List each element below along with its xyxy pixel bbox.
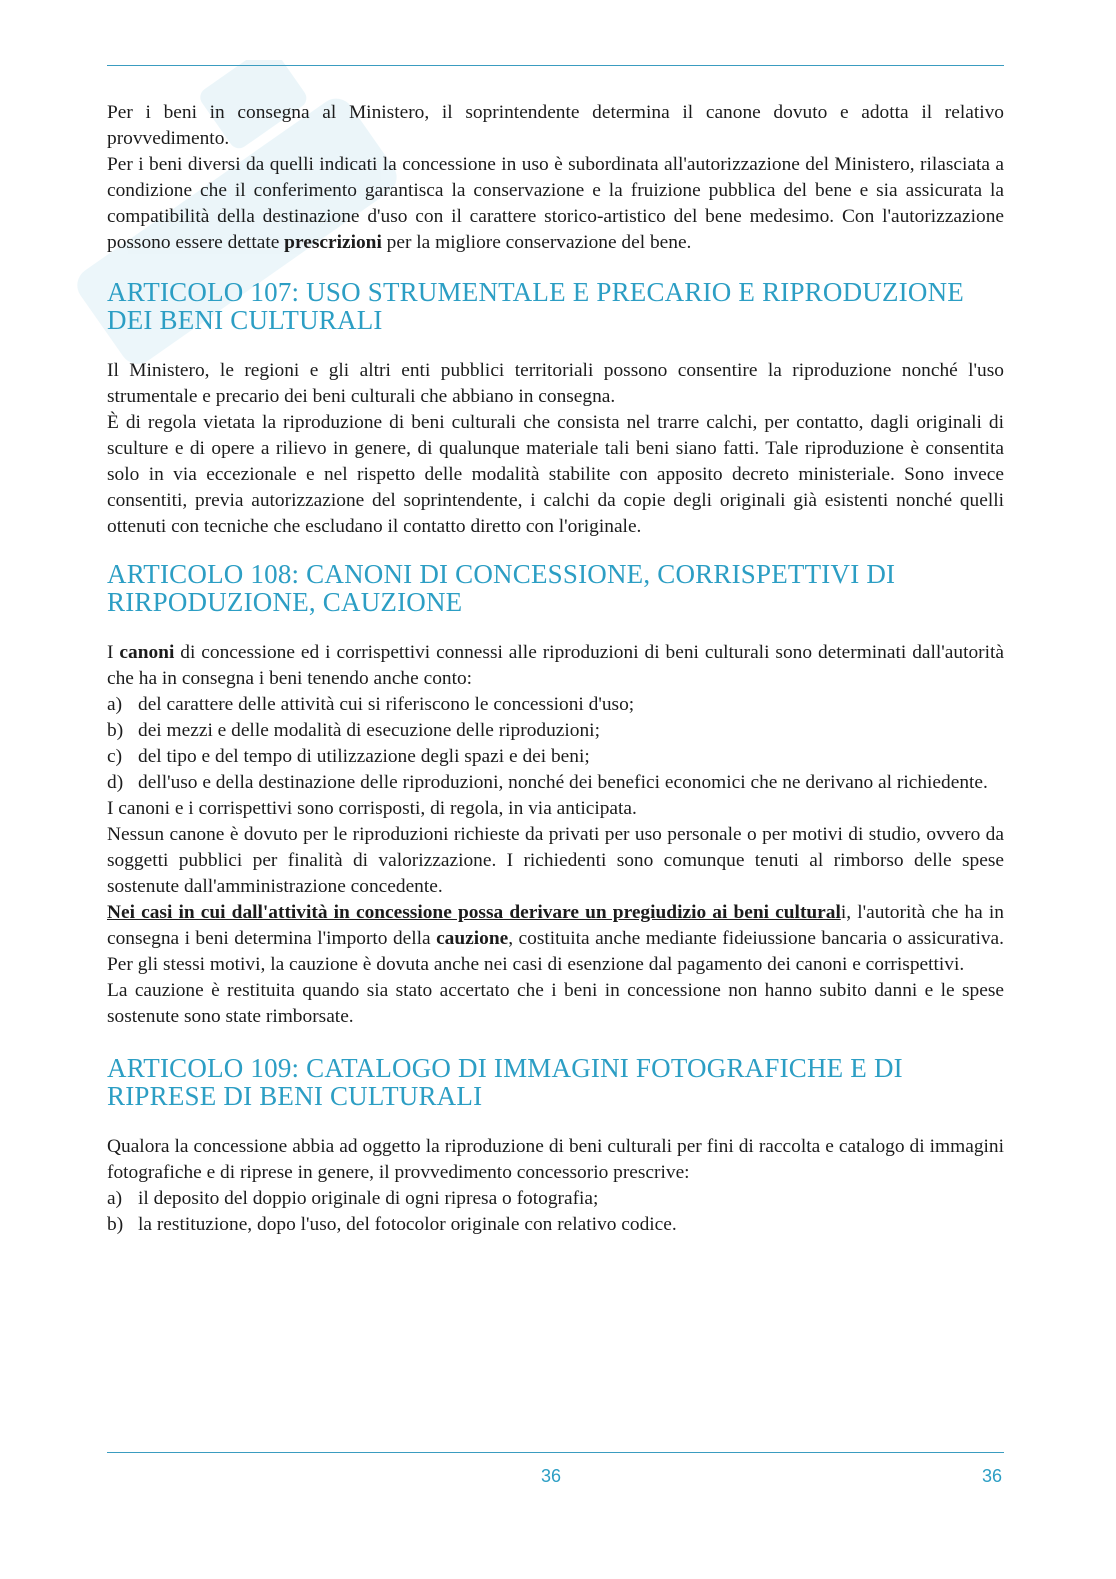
list-text: la restituzione, dopo l'uso, del fotocolor originale con relativo codice. — [138, 1214, 677, 1235]
cauzione-text-mid: i, l'autorità che ha in consegna i beni determina l'importo della — [107, 902, 1004, 949]
list-item — [107, 718, 1004, 744]
prescrizioni-bold: prescrizioni — [284, 232, 382, 253]
list-label: b) — [107, 1214, 124, 1235]
list-label: a) — [107, 1188, 123, 1209]
article-108-paragraph-restituita: La cauzione è restituita quando sia stato accertato che i beni in concessione non hanno subito danni e le spese sostenute sono state rimborsate. — [107, 980, 1004, 1027]
article-109-paragraph-1: Qualora la concessione abbia ad oggetto la riproduzione di beni culturali per fini di raccolta e catalogo di immagini fotografiche e di riprese in genere, il provvedimento concessorio prescrive: — [107, 1136, 1004, 1183]
list-item — [107, 692, 1004, 718]
cauzione-text-end: , costituita anche mediante fideiussione bancaria o assicurativa. Per gli stessi motivi, la cauzione è dovuta anche nei casi di esenzione dal pagamento dei canoni e corrispettivi. — [107, 928, 1004, 975]
header-rule — [107, 65, 1004, 66]
page-number-right: 36 — [981, 1466, 1002, 1486]
footer-rule — [107, 1452, 1004, 1453]
intro-paragraph-2-text: Per i beni diversi da quelli indicati la concessione in uso è subordinata all'autorizzazione del Ministero, rilasciata a condizione che il conferimento garantisca la conservazione e la fruizione pubblica del bene e sia assicurata la compatibilità della destinazione d'uso con il carattere storico-artistico del bene medesimo. Con l'autorizzazione possono essere dettate — [107, 154, 1004, 253]
intro-paragraph-2-end: per la migliore conservazione del bene. — [381, 232, 692, 253]
pregiudizio-underlined: Nei casi in cui dall'attività in concessione possa derivare un pregiudizio ai beni cultural — [107, 902, 841, 923]
article-108-paragraph-nessun-canone: Nessun canone è dovuto per le riproduzioni richieste da privati per uso personale o per motivi di studio, ovvero da soggetti pubblici per finalità di valorizzazione. I richiedenti sono comunque tenuti al rimborso delle spese sostenute dall'amministrazione concedente. — [107, 824, 1004, 897]
list-label: a) — [107, 694, 123, 715]
article-108-intro-start: I — [107, 642, 120, 663]
page-content — [107, 100, 1004, 1238]
list-item — [107, 744, 1004, 770]
article-109-list — [107, 1186, 1004, 1238]
cauzione-bold: cauzione — [436, 928, 509, 949]
article-108-list — [107, 692, 1004, 796]
intro-paragraph-2 — [107, 152, 1004, 256]
article-108-intro — [107, 640, 1004, 692]
list-text: del tipo e del tempo di utilizzazione degli spazi e dei beni; — [138, 746, 590, 767]
list-label: b) — [107, 720, 124, 741]
article-107-heading: ARTICOLO 107: USO STRUMENTALE E PRECARIO E RIPRODUZIONE DEI BENI CULTURALI — [107, 277, 964, 335]
page-number-center: 36 — [541, 1466, 562, 1486]
intro-paragraph-1: Per i beni in consegna al Ministero, il soprintendente determina il canone dovuto e adotta il relativo provvedimento. — [107, 102, 1004, 149]
list-text: dell'uso e della destinazione delle riproduzioni, nonché dei benefici economici che ne derivano al richiedente. — [138, 772, 988, 793]
list-label: c) — [107, 746, 123, 767]
list-item — [107, 1186, 1004, 1212]
canoni-bold: canoni — [119, 642, 175, 663]
article-108-intro-end: di concessione ed i corrispettivi connessi alle riproduzioni di beni culturali sono determinati dall'autorità che ha in consegna i beni tenendo anche conto: — [107, 642, 1004, 689]
list-item — [107, 1212, 1004, 1238]
article-109-heading: ARTICOLO 109: CATALOGO DI IMMAGINI FOTOGRAFICHE E DI RIPRESE DI BENI CULTURALI — [107, 1053, 903, 1111]
list-text: del carattere delle attività cui si riferiscono le concessioni d'uso; — [138, 694, 635, 715]
article-108-paragraph-anticipata: I canoni e i corrispettivi sono corrisposti, di regola, in via anticipata. — [107, 798, 637, 819]
list-item — [107, 770, 1004, 796]
article-107-paragraph-1: Il Ministero, le regioni e gli altri enti pubblici territoriali possono consentire la riproduzione nonché l'uso strumentale e precario dei beni culturali che abbiano in consegna. — [107, 360, 1004, 407]
list-text: il deposito del doppio originale di ogni ripresa o fotografia; — [138, 1188, 599, 1209]
article-108-heading: ARTICOLO 108: CANONI DI CONCESSIONE, CORRISPETTIVI DI RIRPODUZIONE, CAUZIONE — [107, 559, 896, 617]
list-label: d) — [107, 772, 124, 793]
article-108-paragraph-cauzione — [107, 900, 1004, 978]
list-text: dei mezzi e delle modalità di esecuzione delle riproduzioni; — [138, 720, 600, 741]
article-107-paragraph-2: È di regola vietata la riproduzione di beni culturali che consista nel trarre calchi, per contatto, dagli originali di sculture e di opere a rilievo in genere, di qualunque materiale tali beni siano fatti. Tale riproduzione è consentita solo in via eccezionale e nel rispetto delle modalità stabilite con apposito decreto ministeriale. Sono invece consentiti, previa autorizzazione del soprintendente, i calchi da copie degli originali già esistenti nonché quelli ottenuti con tecniche che escludano il contatto diretto con l'originale. — [107, 412, 1004, 537]
